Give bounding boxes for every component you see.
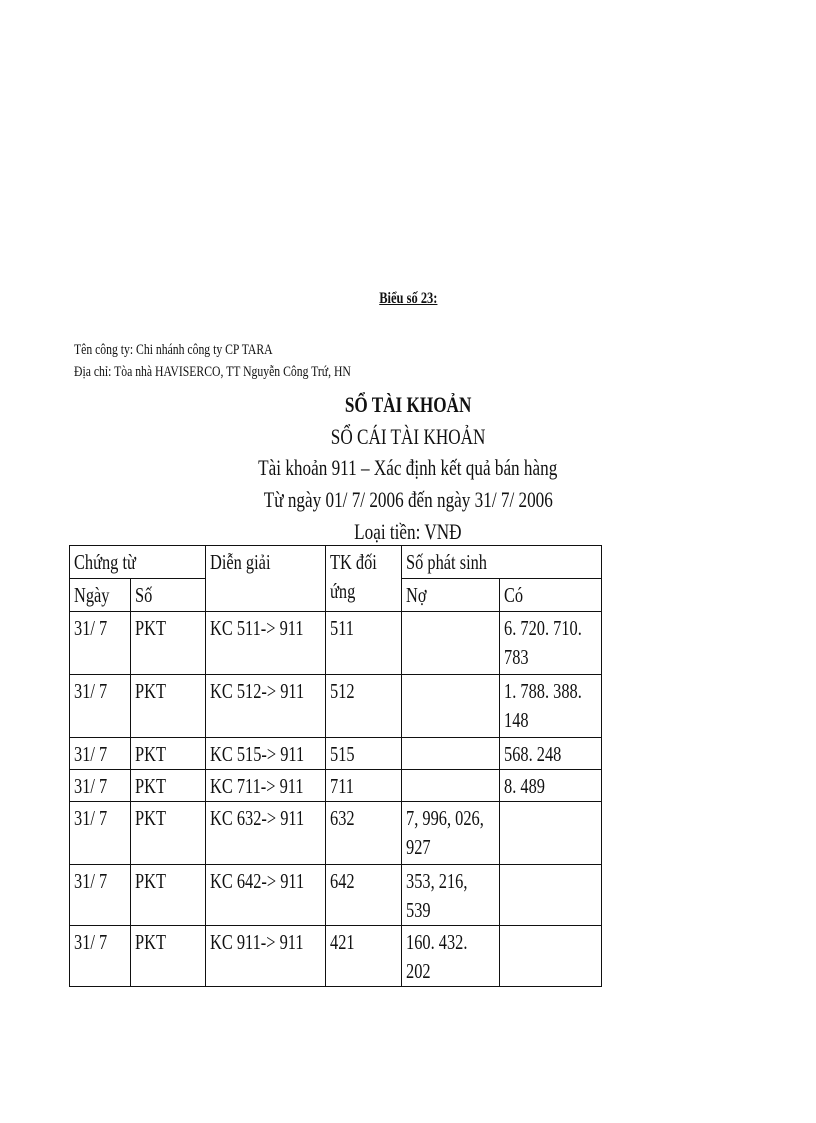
credit-header: Có [500,579,602,612]
date-header: Ngày [70,579,131,612]
credit-cell: 568. 248 [500,738,602,770]
contra-account-cell: 642 [326,865,402,926]
voucher-group-header: Chứng từ [70,546,206,579]
description-cell: KC 911-> 911 [206,926,326,987]
debit-header: Nợ [402,579,500,612]
credit-cell [500,802,602,865]
date-cell: 31/ 7 [70,738,131,770]
number-cell: PKT [131,865,206,926]
account-line [0,455,816,481]
number-cell: PKT [131,926,206,987]
company-name [74,342,329,359]
debit-cell: 7, 996, 026, 927 [402,802,500,865]
ledger-subtitle [0,424,816,450]
credit-cell [500,865,602,926]
company-address [74,364,429,381]
ledger-title-text: SỔ TÀI KHOẢN [344,392,472,417]
date-cell: 31/ 7 [70,770,131,802]
header-row-1 [70,546,602,579]
contra-account-cell: 515 [326,738,402,770]
number-cell: PKT [131,770,206,802]
table-row [70,865,602,926]
contra-account-cell: 711 [326,770,402,802]
number-cell: PKT [131,675,206,738]
description-cell: KC 632-> 911 [206,802,326,865]
table-row [70,926,602,987]
description-header: Diễn giải [206,546,326,612]
debit-cell: 353, 216, 539 [402,865,500,926]
form-number-text: Biểu số 23: [378,290,438,307]
contra-account-header: TK đối ứng [326,546,402,612]
account-line-text: Tài khoản 911 – Xác định kết quả bán hàng [258,455,558,480]
contra-account-cell: 512 [326,675,402,738]
credit-cell: 1. 788. 388. 148 [500,675,602,738]
number-cell: PKT [131,612,206,675]
number-cell: PKT [131,802,206,865]
date-cell: 31/ 7 [70,612,131,675]
company-address-text: Địa chỉ: Tòa nhà HAVISERCO, TT Nguyễn Công Trứ, HN [74,364,351,380]
table-row [70,770,602,802]
currency-line [0,519,816,545]
table-row [70,802,602,865]
date-cell: 31/ 7 [70,865,131,926]
contra-account-cell: 632 [326,802,402,865]
ledger-title [0,392,816,418]
table-row [70,738,602,770]
debit-cell [402,612,500,675]
credit-cell [500,926,602,987]
description-cell: KC 642-> 911 [206,865,326,926]
period-line [0,487,816,513]
credit-cell: 8. 489 [500,770,602,802]
description-cell: KC 511-> 911 [206,612,326,675]
period-line-text: Từ ngày 01/ 7/ 2006 đến ngày 31/ 7/ 2006 [263,487,553,512]
ledger-subtitle-text: SỔ CÁI TÀI KHOẢN [330,424,486,449]
contra-account-cell: 511 [326,612,402,675]
description-cell: KC 711-> 911 [206,770,326,802]
company-name-text: Tên công ty: Chi nhánh công ty CP TARA [74,342,273,358]
table-row [70,675,602,738]
amount-group-header: Số phát sinh [402,546,602,579]
number-cell: PKT [131,738,206,770]
debit-cell [402,738,500,770]
description-cell: KC 515-> 911 [206,738,326,770]
date-cell: 31/ 7 [70,802,131,865]
number-header: Số [131,579,206,612]
date-cell: 31/ 7 [70,926,131,987]
currency-line-text: Loại tiền: VNĐ [354,519,462,544]
contra-account-cell: 421 [326,926,402,987]
table-row [70,612,602,675]
credit-cell: 6. 720. 710. 783 [500,612,602,675]
form-number [0,290,816,308]
ledger-table [69,545,602,987]
date-cell: 31/ 7 [70,675,131,738]
debit-cell [402,770,500,802]
debit-cell: 160. 432. 202 [402,926,500,987]
description-cell: KC 512-> 911 [206,675,326,738]
debit-cell [402,675,500,738]
